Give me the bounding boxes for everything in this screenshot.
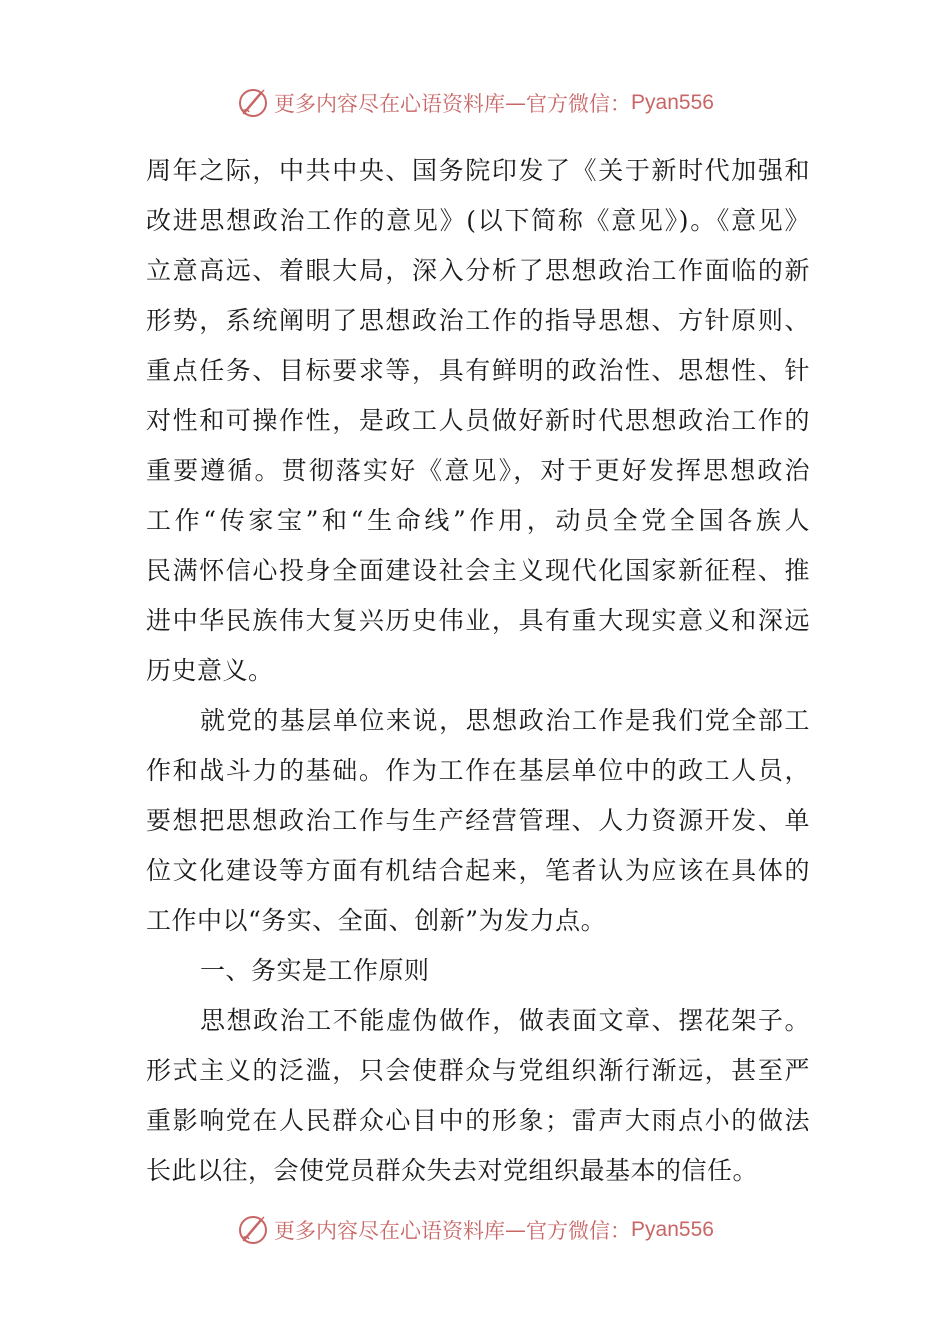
text-line: 形势，系统阐明了思想政治工作的指导思想、方针原则、: [146, 306, 810, 335]
text-line: 工作中以“务实、全面、创新”为发力点。: [146, 906, 607, 935]
text-line: 历史意义。: [146, 656, 274, 685]
watermark-brand-text: 更多内容尽在心语资料库: [274, 92, 506, 116]
header-watermark: [0, 83, 950, 123]
pen-circle-logo-icon: [236, 86, 270, 120]
watermark-separator: —: [505, 1218, 527, 1242]
text-line: 民满怀信心投身全面建设社会主义现代化国家新征程、推: [146, 556, 810, 585]
section-heading: 一、务实是工作原则: [200, 956, 430, 985]
text-line: 进中华民族伟大复兴历史伟业，具有重大现实意义和深远: [146, 606, 810, 635]
paragraph-start-line: 思想政治工不能虚伪做作，做表面文章、摆花架子。: [200, 1006, 810, 1035]
text-line: 作和战斗力的基础。作为工作在基层单位中的政工人员，: [146, 756, 810, 785]
watermark-brand-text: 更多内容尽在心语资料库: [274, 1219, 506, 1243]
article-body: [146, 146, 810, 1196]
text-line: 重影响党在人民群众心目中的形象；雷声大雨点小的做法: [146, 1106, 810, 1135]
text-line: 对性和可操作性，是政工人员做好新时代思想政治工作的: [146, 406, 810, 435]
watermark-official-text: 官方微信：: [526, 92, 632, 116]
text-line: 重点任务、目标要求等，具有鲜明的政治性、思想性、针: [146, 356, 810, 385]
text-line: 重要遵循。贯彻落实好《意见》，对于更好发挥思想政治: [146, 456, 810, 485]
paragraph-start-line: 就党的基层单位来说，思想政治工作是我们党全部工: [200, 706, 810, 735]
text-line: 周年之际，中共中央、国务院印发了《关于新时代加强和: [146, 156, 810, 185]
watermark-separator: —: [505, 91, 527, 115]
footer-watermark: [0, 1210, 950, 1250]
watermark-handle: Pyan556: [631, 1218, 714, 1241]
text-line: 位文化建设等方面有机结合起来，笔者认为应该在具体的: [146, 856, 810, 885]
watermark-handle: Pyan556: [631, 91, 714, 114]
text-line: 要想把思想政治工作与生产经营管理、人力资源开发、单: [146, 806, 810, 835]
watermark-official-text: 官方微信：: [526, 1219, 632, 1243]
text-line: 改进思想政治工作的意见》(以下简称《意见》)。《意见》: [146, 206, 810, 235]
text-line: 形式主义的泛滥，只会使群众与党组织渐行渐远，甚至严: [146, 1056, 810, 1085]
text-line: 工作“传家宝”和“生命线”作用，动员全党全国各族人: [146, 506, 810, 535]
text-line: 立意高远、着眼大局，深入分析了思想政治工作面临的新: [146, 256, 810, 285]
pen-circle-logo-icon: [236, 1213, 270, 1247]
text-line: 长此以往，会使党员群众失去对党组织最基本的信任。: [146, 1156, 759, 1185]
